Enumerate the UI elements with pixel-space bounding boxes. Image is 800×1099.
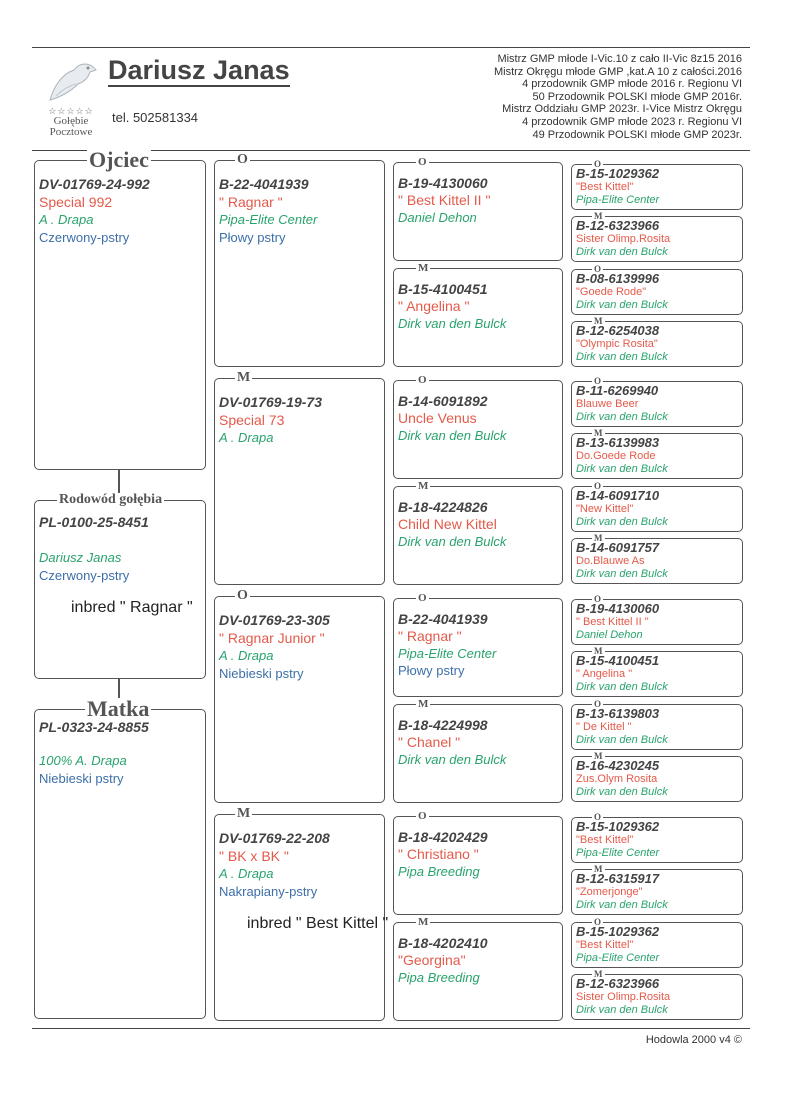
pigeon-name: " Ragnar ": [398, 628, 462, 644]
breeder-name: Dirk van den Bulck: [576, 246, 668, 258]
pigeon-name: " Angelina ": [576, 667, 633, 680]
ancestor-box: [571, 263, 743, 315]
breeder-name: Dirk van den Bulck: [398, 534, 507, 549]
breeder-name: Pipa-Elite Center: [576, 194, 660, 206]
ring-number: B-15-1029362: [576, 924, 660, 939]
phone-number: tel. 502581334: [112, 110, 199, 125]
box-label: O: [418, 809, 427, 822]
breeder-name: Dirk van den Bulck: [576, 411, 668, 423]
pigeon-info: [576, 219, 670, 260]
box-label: O: [594, 375, 602, 386]
box-label: Matka: [87, 696, 150, 721]
ring-number: B-15-4100451: [398, 281, 488, 297]
mother-box: [34, 696, 206, 1019]
ring-number: DV-01769-23-305: [219, 612, 330, 628]
ring-number: B-18-4224826: [398, 499, 488, 515]
pigeon-name: " De Kittel ": [576, 720, 632, 733]
ancestor-box: [571, 375, 743, 427]
pigeon-info: [219, 611, 330, 683]
pigeon-info: [39, 175, 150, 247]
pigeon-name: " Angelina ": [398, 298, 470, 314]
ring-number: PL-0100-25-8451: [39, 514, 149, 530]
pigeon-info: [398, 499, 506, 550]
box-label: M: [594, 532, 603, 543]
ancestor-box: [571, 480, 743, 532]
ring-number: B-18-4224998: [398, 717, 488, 733]
breeder-name: Dirk van den Bulck: [576, 786, 668, 798]
pigeon-info: [576, 977, 670, 1018]
ring-number: B-15-1029362: [576, 166, 660, 181]
achievements-list: [412, 53, 742, 141]
ring-number: B-16-4230245: [576, 758, 660, 773]
breeder-name: Dirk van den Bulck: [576, 568, 668, 580]
pigeon-info: [576, 541, 668, 582]
pigeon-info: [576, 489, 668, 530]
achievement-line: Mistrz Oddziału GMP 2023r. I-Vice Mistrz Okręgu: [502, 103, 742, 116]
box-label: O: [594, 263, 602, 274]
pigeon-info: [576, 707, 668, 748]
ring-number: B-14-6091757: [576, 540, 660, 555]
great-grandparent-box: [393, 373, 563, 479]
breeder-name: A . Drapa: [219, 430, 274, 445]
box-label: M: [594, 750, 603, 761]
pigeon-info: [576, 820, 659, 861]
ring-number: B-15-1029362: [576, 819, 660, 834]
pigeon-name: "Georgina": [398, 952, 466, 968]
ring-number: B-12-6323966: [576, 218, 660, 233]
box-label: O: [594, 158, 602, 169]
box-label: M: [418, 479, 429, 492]
pigeon-name: Zus.Olym Rosita: [576, 772, 658, 785]
box-label: M: [237, 806, 251, 821]
breeder-name: A . Drapa: [39, 212, 94, 227]
logo-text: Gołębie Pocztowe: [49, 115, 93, 138]
owner-name: Dariusz Janas: [108, 55, 290, 85]
breeder-name: Dirk van den Bulck: [398, 316, 507, 331]
pigeon-name: " Ragnar Junior ": [219, 630, 325, 646]
breeder-name: Pipa-Elite Center: [576, 847, 660, 859]
pigeon-info: [219, 393, 322, 447]
ring-number: B-14-6091710: [576, 488, 660, 503]
box-label: M: [418, 697, 429, 710]
breeder-name: 100% A. Drapa: [39, 753, 127, 768]
breeder-name: Dirk van den Bulck: [576, 516, 668, 528]
ring-number: B-22-4041939: [219, 176, 309, 192]
pigeon-info: [398, 935, 488, 986]
ancestor-box: [571, 315, 743, 367]
ring-number: B-12-6254038: [576, 323, 660, 338]
breeder-name: Dirk van den Bulck: [576, 351, 668, 363]
ring-number: B-18-4202429: [398, 829, 488, 845]
great-grandparent-box: [393, 697, 563, 803]
pigeon-color: Płowy pstry: [219, 230, 286, 245]
bottom-rule: [32, 1028, 750, 1029]
achievement-line: 50 Przodownik POLSKI młode GMP 2016r.: [532, 90, 742, 103]
grandparent-box: [214, 370, 385, 585]
breeder-name: Pipa-Elite Center: [219, 212, 318, 227]
ring-number: B-15-4100451: [576, 653, 660, 668]
pigeon-name: "Best Kittel": [576, 180, 634, 193]
pigeon-name: " BK x BK ": [219, 848, 289, 864]
pigeon-color: Czerwony-pstry: [39, 230, 130, 245]
achievement-line: 49 Przodownik POLSKI młode GMP 2023r.: [532, 128, 742, 141]
breeder-name: Dirk van den Bulck: [576, 899, 668, 911]
ring-number: B-12-6323966: [576, 976, 660, 991]
box-label: M: [594, 210, 603, 221]
ancestor-box: [571, 158, 743, 210]
great-grandparent-box: [393, 261, 563, 367]
achievement-line: 4 przodownik GMP młode 2023 r. Regionu VI: [522, 115, 742, 128]
breeder-name: Dirk van den Bulck: [576, 734, 668, 746]
ancestor-box: [571, 593, 743, 645]
great-grandparent-box: [393, 479, 563, 585]
ancestor-box: [571, 645, 743, 697]
ring-number: PL-0323-24-8855: [39, 719, 149, 735]
pigeon-name: Sister Olimp.Rosita: [576, 232, 671, 245]
pigeon-name: "Olympic Rosita": [576, 337, 658, 350]
ancestor-box: [571, 863, 743, 915]
achievement-line: 4 przodownik GMP młode 2016 r. Regionu VI: [522, 78, 742, 91]
box-label: O: [237, 152, 248, 167]
father-box: [34, 147, 206, 470]
pigeon-info: [398, 717, 506, 768]
ring-number: B-18-4202410: [398, 935, 488, 951]
ring-number: B-22-4041939: [398, 611, 488, 627]
box-label: M: [237, 370, 251, 385]
pigeon-info: [576, 436, 668, 477]
breeder-name: A . Drapa: [219, 866, 274, 881]
inbred-note: inbred " Ragnar ": [71, 599, 193, 616]
pigeon-name: " Best Kittel II ": [398, 192, 491, 208]
ancestor-box: [571, 916, 743, 968]
pigeon-name: " Ragnar ": [219, 194, 283, 210]
pigeon-name: "Best Kittel": [576, 938, 634, 951]
pigeon-name: " Chanel ": [398, 734, 461, 750]
ancestor-box: [571, 427, 743, 479]
pigeon-info: [398, 829, 488, 880]
breeder-name: Pipa-Elite Center: [576, 952, 660, 964]
grandparent-box: [214, 588, 385, 803]
inbred-note: inbred " Best Kittel ": [247, 915, 389, 932]
pigeon-name: "Zomerjonge": [576, 885, 643, 898]
box-label: M: [594, 968, 603, 979]
pigeon-name: Sister Olimp.Rosita: [576, 990, 671, 1003]
pigeon-info: [576, 272, 668, 313]
ancestor-box: [571, 210, 743, 262]
box-label: M: [594, 315, 603, 326]
ancestor-box: [571, 698, 743, 750]
achievement-line: Mistrz Okręgu młode GMP ,kat.A 10 z całości.2016: [493, 65, 742, 78]
pigeon-color: Nakrapiany-pstry: [219, 884, 318, 899]
box-label: O: [594, 811, 602, 822]
pigeon-name: Child New Kittel: [398, 516, 497, 532]
breeder-name: Pipa Breeding: [398, 970, 480, 985]
pigeon-info: [398, 175, 490, 226]
achievement-line: Mistrz GMP młode I-Vic.10 z cało II-Vic 8z15 2016: [497, 53, 742, 65]
pigeon-info: [576, 759, 668, 800]
breeder-name: Pipa Breeding: [398, 864, 480, 879]
pigeon-name: Blauwe Beer: [576, 397, 639, 410]
pigeon-name: Special 73: [219, 412, 285, 428]
box-label: M: [418, 915, 429, 928]
pigeon-color: Niebieski pstry: [39, 771, 124, 786]
pigeon-name: "New Kittel": [576, 502, 634, 515]
pigeon-info: [39, 513, 193, 617]
grandparent-box: [214, 152, 385, 367]
breeder-name: Pipa-Elite Center: [398, 646, 497, 661]
pigeon-name: Do.Goede Rode: [576, 449, 656, 462]
pigeon-logo: [36, 56, 106, 142]
pigeon-info: [576, 925, 659, 966]
box-label: O: [594, 593, 602, 604]
box-label: O: [594, 916, 602, 927]
ancestor-box: [571, 968, 743, 1020]
subject-box: [34, 492, 206, 679]
ring-number: B-13-6139803: [576, 706, 660, 721]
breeder-name: Dirk van den Bulck: [576, 299, 668, 311]
pigeon-color: Niebieski pstry: [219, 666, 304, 681]
box-label: Rodowód gołębia: [59, 492, 163, 507]
pigeon-info: [398, 281, 506, 332]
ring-number: B-14-6091892: [398, 393, 488, 409]
pigeon-name: " Christiano ": [398, 846, 479, 862]
pigeon-name: "Best Kittel": [576, 833, 634, 846]
ring-number: B-11-6269940: [576, 383, 659, 398]
ring-number: B-12-6315917: [576, 871, 660, 886]
box-label: O: [594, 698, 602, 709]
breeder-name: Dariusz Janas: [39, 550, 122, 565]
footer-version: Hodowla 2000 v4 ©: [645, 1034, 742, 1046]
great-grandparent-box: [393, 809, 563, 915]
top-rule: [32, 47, 750, 48]
ring-number: DV-01769-24-992: [39, 176, 150, 192]
pigeon-info: [576, 872, 668, 913]
pigeon-name: Do.Blauwe As: [576, 554, 645, 567]
box-label: O: [237, 588, 248, 603]
pigeon-info: [576, 324, 668, 365]
pigeon-color: Czerwony-pstry: [39, 568, 130, 583]
ancestor-box: [571, 750, 743, 802]
ring-number: DV-01769-19-73: [219, 394, 322, 410]
pigeon-name: " Best Kittel II ": [576, 615, 649, 628]
pigeon-info: [219, 175, 317, 247]
pigeon-name: "Goede Rode": [576, 285, 647, 298]
pigeon-name: Special 992: [39, 194, 113, 210]
pigeon-info: [576, 654, 668, 695]
box-label: M: [594, 427, 603, 438]
box-label: O: [418, 373, 427, 386]
pigeon-info: [576, 602, 659, 643]
box-label: M: [594, 863, 603, 874]
box-label: M: [594, 645, 603, 656]
pigeon-info: [576, 167, 659, 208]
pigeon-icon: [44, 56, 100, 106]
ring-number: B-13-6139983: [576, 435, 660, 450]
ring-number: B-19-4130060: [398, 175, 488, 191]
pigeon-color: Płowy pstry: [398, 663, 465, 678]
ring-number: DV-01769-22-208: [219, 830, 330, 846]
breeder-name: Dirk van den Bulck: [576, 681, 668, 693]
breeder-name: Daniel Dehon: [398, 210, 477, 225]
great-grandparent-box: [393, 915, 563, 1021]
breeder-name: Dirk van den Bulck: [576, 463, 668, 475]
ring-number: B-19-4130060: [576, 601, 660, 616]
great-grandparent-box: [393, 155, 563, 261]
ancestor-box: [571, 811, 743, 863]
pigeon-info: [39, 718, 149, 788]
great-grandparent-box: [393, 591, 563, 697]
box-label: O: [418, 155, 427, 168]
pigeon-info: [398, 611, 496, 679]
breeder-name: Daniel Dehon: [576, 629, 643, 641]
breeder-name: A . Drapa: [219, 648, 274, 663]
pigeon-info: [576, 384, 668, 425]
ancestor-box: [571, 532, 743, 584]
pigeon-info: [398, 393, 506, 444]
box-label: M: [418, 261, 429, 274]
breeder-name: Dirk van den Bulck: [576, 1004, 668, 1016]
pigeon-name: Uncle Venus: [398, 410, 477, 426]
box-label: O: [418, 591, 427, 604]
box-label: Ojciec: [89, 147, 149, 172]
breeder-name: Dirk van den Bulck: [398, 428, 507, 443]
box-label: O: [594, 480, 602, 491]
grandparent-box: [214, 806, 389, 1021]
pigeon-info: [219, 829, 388, 933]
breeder-name: Dirk van den Bulck: [398, 752, 507, 767]
ring-number: B-08-6139996: [576, 271, 660, 286]
logo-stars: ☆☆☆☆☆: [48, 106, 94, 116]
